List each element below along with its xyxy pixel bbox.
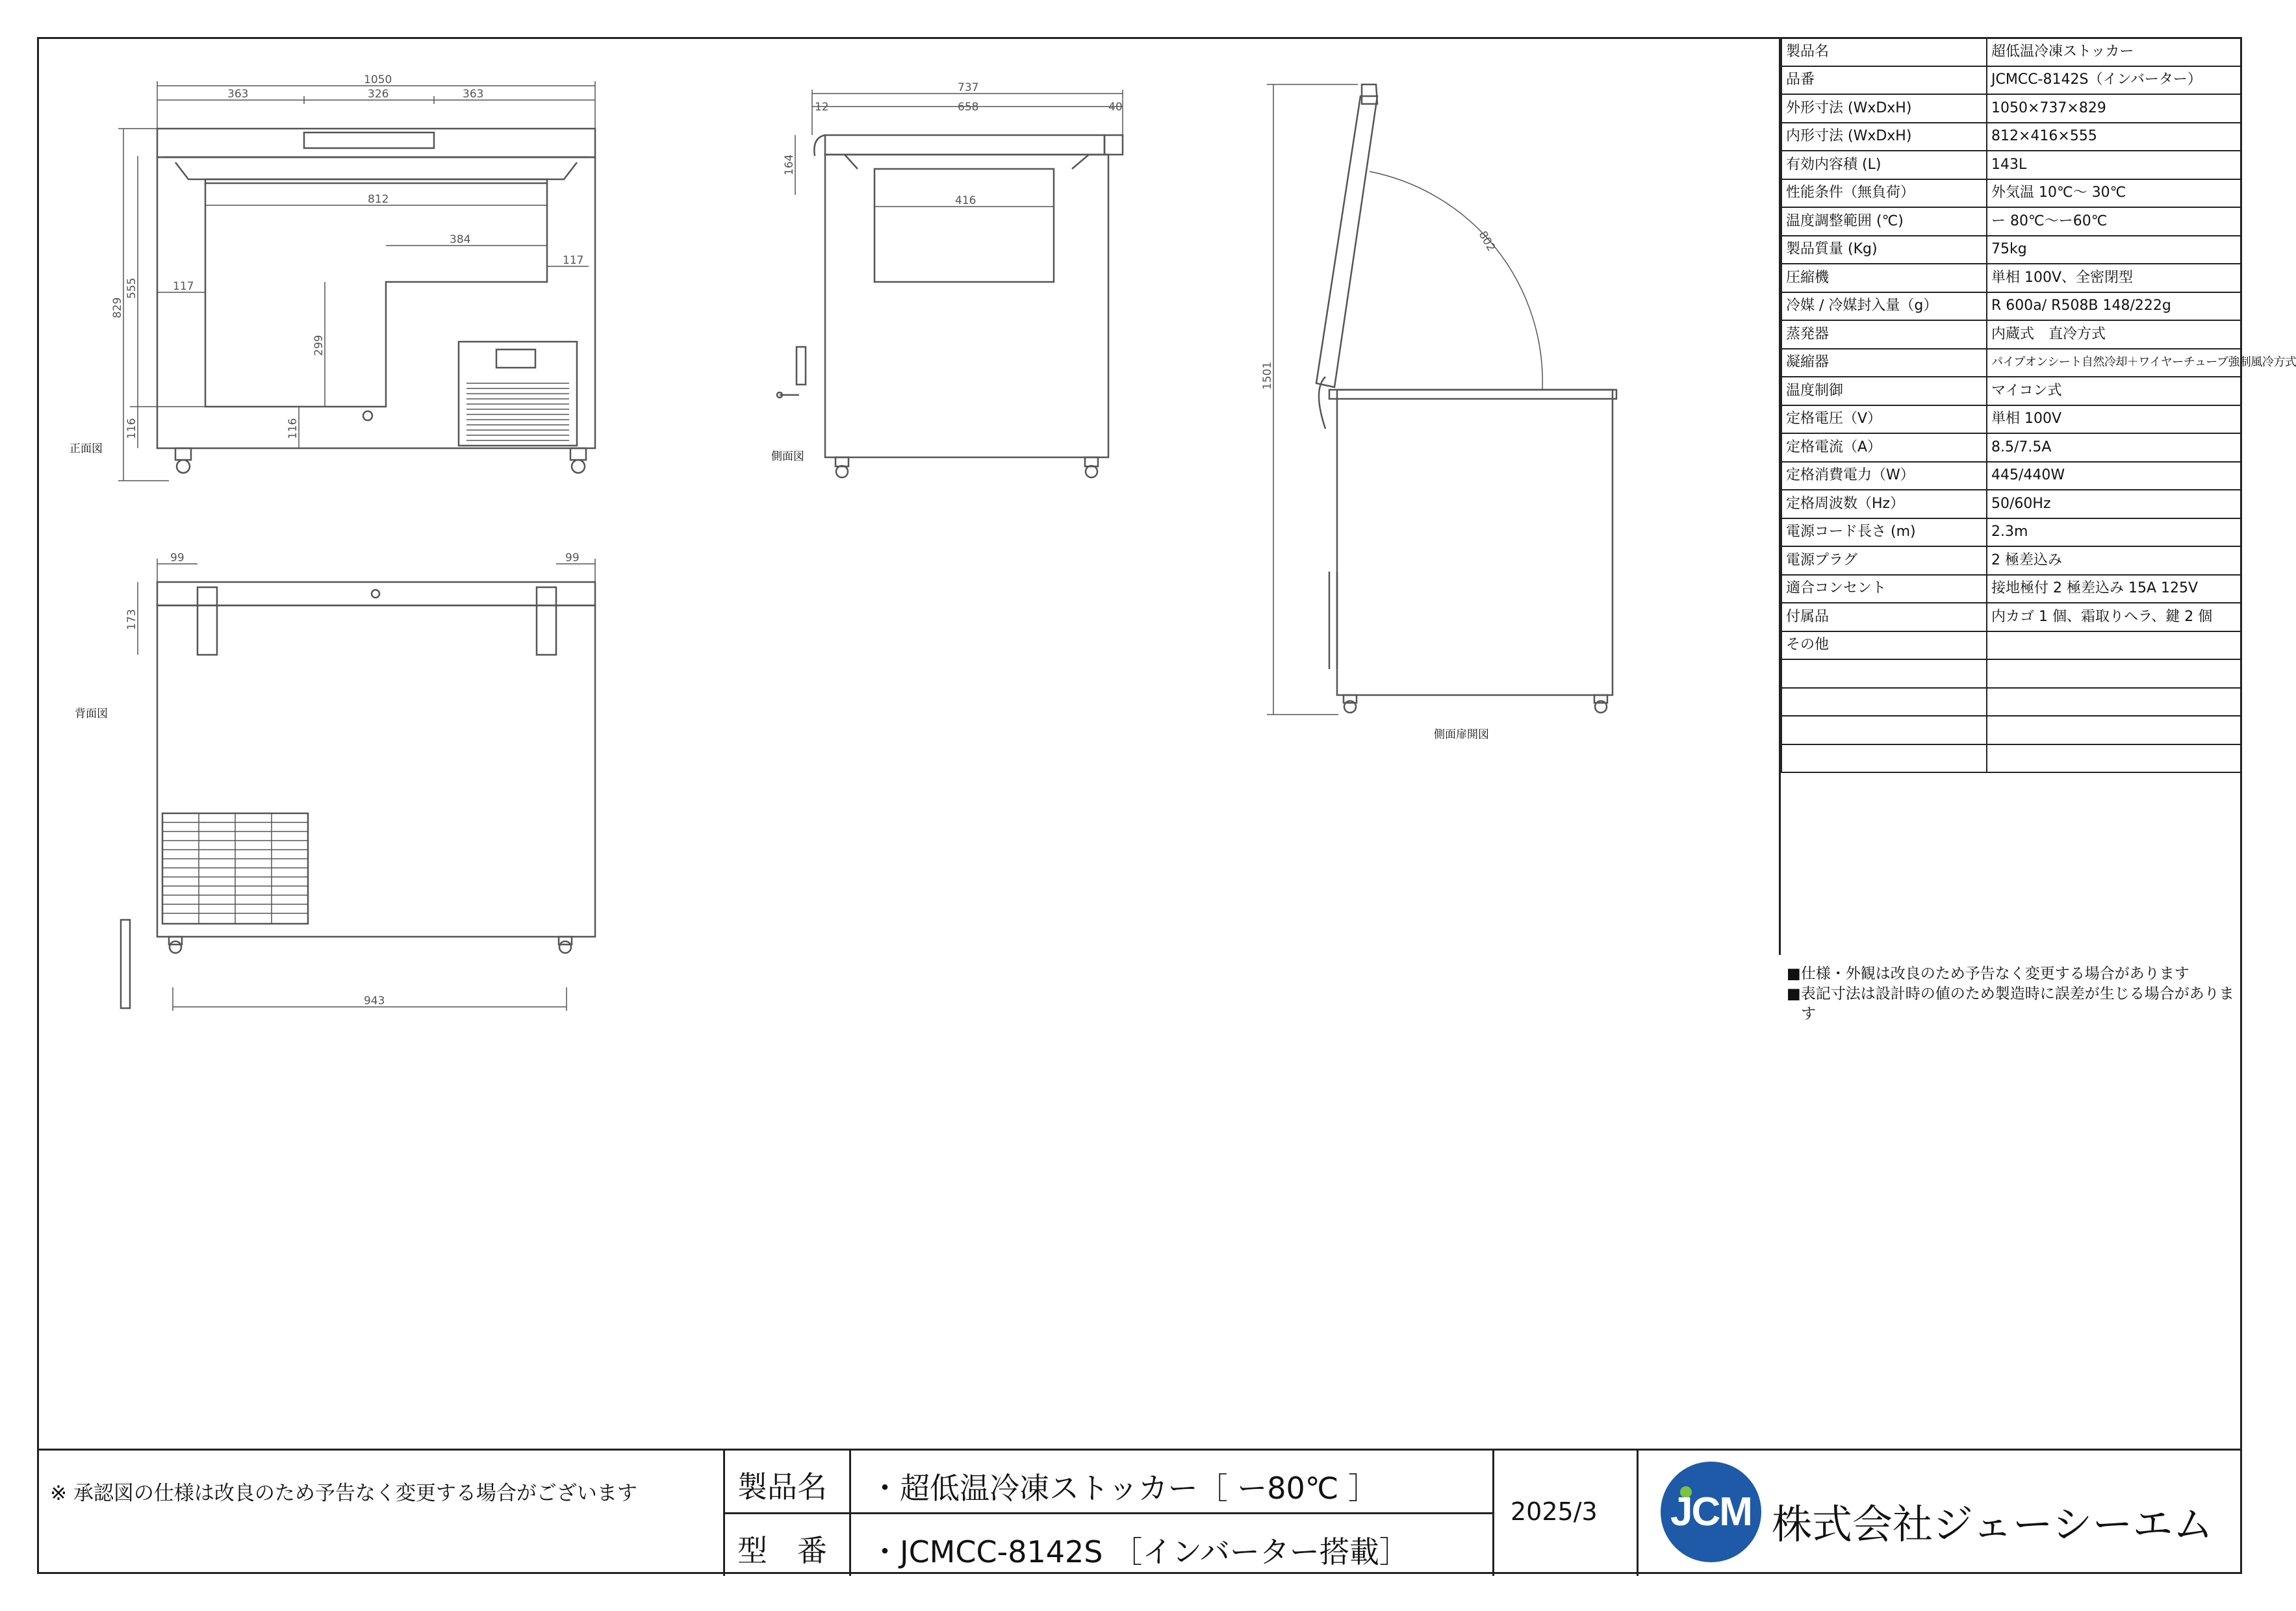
note-2: ■表記寸法は設計時の値のため製造時に誤差が生じる場合があります	[1787, 985, 2234, 1022]
dim-back-lid: 173	[125, 609, 138, 630]
dim-inner-width: 812	[368, 193, 389, 206]
spec-label: 電源コード長さ (m)	[1781, 518, 1987, 547]
spec-value: 接地極付 2 極差込み 15A 125V	[1987, 575, 2241, 603]
product-name-value: ・超低温冷凍ストッカー［ ー80℃ ］	[870, 1471, 1379, 1506]
spec-label: 適合コンセント	[1781, 575, 1987, 603]
dim-side-inner-depth: 416	[955, 194, 976, 207]
spec-value	[1987, 688, 2241, 717]
spec-table	[1781, 37, 2296, 773]
spec-notes	[1787, 964, 2235, 1024]
spec-label: 蒸発器	[1781, 320, 1987, 349]
spec-row	[1781, 94, 2241, 123]
caster	[1086, 466, 1097, 477]
spec-row	[1781, 433, 2241, 462]
spec-label	[1781, 688, 1987, 717]
dim-front-seg-right: 363	[463, 88, 484, 101]
spec-row	[1781, 631, 2241, 660]
disclaimer: ※ 承認図の仕様は改良のため予告なく変更する場合がございます	[50, 1482, 637, 1505]
front-view-label: 正面図	[70, 442, 103, 455]
spec-row	[1781, 546, 2241, 575]
spec-value	[1987, 744, 2241, 773]
spec-table-panel	[1779, 37, 2296, 955]
spec-value: 外気温 10℃～ 30℃	[1987, 179, 2241, 208]
dim-side-depth: 737	[958, 81, 979, 94]
dim-step-height: 299	[313, 335, 325, 356]
hinge	[537, 587, 556, 655]
spec-label: 内形寸法 (WxDxH)	[1781, 123, 1987, 151]
dim-step-width: 384	[450, 233, 471, 246]
dim-right-offset: 117	[563, 254, 584, 267]
caster	[572, 460, 585, 473]
issue-date: 2025/3	[1511, 1497, 1598, 1526]
back-lid	[157, 582, 595, 605]
spec-row	[1781, 744, 2241, 773]
spec-label: 性能条件（無負荷）	[1781, 179, 1987, 208]
note-1: ■仕様・外観は改良のため予告なく変更する場合があります	[1787, 965, 2189, 982]
side-inner	[874, 169, 1054, 282]
spec-value	[1987, 659, 2241, 688]
company-name: 株式会社ジェーシーエム	[1772, 1501, 2213, 1548]
logo-text: JCM	[1670, 1490, 1752, 1534]
spec-value: 単相 100V、全密閉型	[1987, 264, 2241, 292]
dim-bottom-height: 116	[287, 418, 300, 439]
spec-label: 製品質量 (Kg)	[1781, 236, 1987, 264]
spec-value: 内蔵式 直冷方式	[1987, 320, 2241, 349]
model-value: ・JCMCC-8142S ［インバーター搭載］	[870, 1534, 1409, 1569]
dim-front-seg-mid: 326	[368, 88, 389, 101]
spec-row	[1781, 292, 2241, 321]
spec-value: 2 極差込み	[1987, 546, 2241, 575]
spec-value: 50/60Hz	[1987, 490, 2241, 518]
spec-label: 圧縮機	[1781, 264, 1987, 292]
side-open-view	[1267, 84, 1616, 715]
dim-side-small-right: 40	[1108, 101, 1123, 114]
spec-row	[1781, 603, 2241, 631]
spec-label: 定格消費電力（W）	[1781, 462, 1987, 490]
spec-value: 75kg	[1987, 236, 2241, 264]
spec-label: 品番	[1781, 66, 1987, 95]
spec-row	[1781, 716, 2241, 744]
spec-label: 外形寸法 (WxDxH)	[1781, 94, 1987, 123]
dim-inner-height: 555	[125, 277, 138, 299]
spec-label: 定格電流（A）	[1781, 433, 1987, 462]
spec-row	[1781, 179, 2241, 208]
spec-label: 定格周波数（Hz）	[1781, 490, 1987, 518]
open-lid	[1316, 96, 1377, 387]
spec-value: R 600a/ R508B 148/222g	[1987, 292, 2241, 321]
spec-row	[1781, 151, 2241, 179]
spec-label: 有効内容積 (L)	[1781, 151, 1987, 179]
dim-side-inner: 658	[958, 101, 979, 114]
spec-value: ー 80℃～ー60℃	[1987, 207, 2241, 236]
spec-row	[1781, 377, 2241, 405]
spec-value	[1987, 716, 2241, 744]
spec-row	[1781, 462, 2241, 490]
spec-value: 8.5/7.5A	[1987, 433, 2241, 462]
spec-value: 445/440W	[1987, 462, 2241, 490]
back-view-label: 背面図	[75, 707, 108, 720]
spec-value	[1987, 631, 2241, 660]
spec-label: 定格電圧（V）	[1781, 405, 1987, 434]
spec-label	[1781, 659, 1987, 688]
dim-side-small-left: 12	[815, 101, 829, 114]
side-view	[777, 90, 1123, 477]
dim-overall-height: 829	[111, 297, 124, 318]
spec-row	[1781, 264, 2241, 292]
spec-label: 電源プラグ	[1781, 546, 1987, 575]
spec-row	[1781, 207, 2241, 236]
caster	[170, 941, 181, 953]
spec-value: 内カゴ 1 個、霜取りヘラ、鍵 2 個	[1987, 603, 2241, 631]
spec-row	[1781, 575, 2241, 603]
dim-front-seg-left: 363	[227, 88, 249, 101]
spec-label: その他	[1781, 631, 1987, 660]
spec-value: 143L	[1987, 151, 2241, 179]
spec-label: 冷媒 / 冷媒封入量（g）	[1781, 292, 1987, 321]
spec-label: 付属品	[1781, 603, 1987, 631]
dim-back-right: 99	[565, 552, 580, 564]
spec-value: 単相 100V	[1987, 405, 2241, 434]
spec-label: 温度調整範囲 (℃)	[1781, 207, 1987, 236]
caster	[836, 466, 848, 477]
dim-front-width: 1050	[364, 73, 392, 86]
dim-front-bottom: 116	[125, 418, 138, 439]
dim-side-lid-height: 164	[783, 154, 796, 175]
spec-value: 812×416×555	[1987, 123, 2241, 151]
spec-label: 凝縮器	[1781, 349, 1987, 377]
spec-row	[1781, 236, 2241, 264]
spec-label: 温度制御	[1781, 377, 1987, 405]
spec-row	[1781, 659, 2241, 688]
spec-row	[1781, 123, 2241, 151]
caster	[177, 460, 190, 473]
side-open-view-label: 側面扉開図	[1434, 728, 1489, 741]
spec-row	[1781, 688, 2241, 717]
spec-row	[1781, 518, 2241, 547]
spec-label: 製品名	[1781, 38, 1987, 66]
hinge	[198, 587, 217, 655]
dim-open-arc: 802	[1475, 229, 1498, 254]
spec-value: 2.3m	[1987, 518, 2241, 547]
side-view-label: 側面図	[771, 450, 804, 463]
spec-row	[1781, 320, 2241, 349]
front-handle	[304, 133, 434, 148]
spec-value: JCMCC-8142S（インバーター）	[1987, 66, 2241, 95]
spec-value: マイコン式	[1987, 377, 2241, 405]
spec-label	[1781, 716, 1987, 744]
caster	[559, 941, 571, 953]
product-name-label: 製品名	[737, 1469, 827, 1504]
front-key-lock	[363, 411, 372, 420]
title-block	[37, 1449, 2242, 1574]
spec-row	[1781, 38, 2241, 66]
spec-label	[1781, 744, 1987, 773]
back-body	[157, 605, 595, 937]
spec-value: パイプオンシート自然冷却＋ワイヤーチューブ強制風冷方式	[1987, 349, 2241, 377]
spec-row	[1781, 490, 2241, 518]
company-logo	[1661, 1462, 1761, 1562]
back-view	[121, 559, 595, 1011]
dim-left-offset: 117	[173, 280, 194, 293]
dim-back-left: 99	[170, 552, 185, 564]
spec-row	[1781, 349, 2241, 377]
side-lid	[825, 135, 1104, 155]
dim-back-bottom: 943	[364, 995, 385, 1008]
spec-row	[1781, 405, 2241, 434]
spec-value: 1050×737×829	[1987, 94, 2241, 123]
spec-row	[1781, 66, 2241, 95]
open-body	[1337, 390, 1613, 695]
spec-value: 超低温冷凍ストッカー	[1987, 38, 2241, 66]
model-label: 型 番	[737, 1533, 827, 1568]
dim-open-height: 1501	[1261, 361, 1274, 390]
